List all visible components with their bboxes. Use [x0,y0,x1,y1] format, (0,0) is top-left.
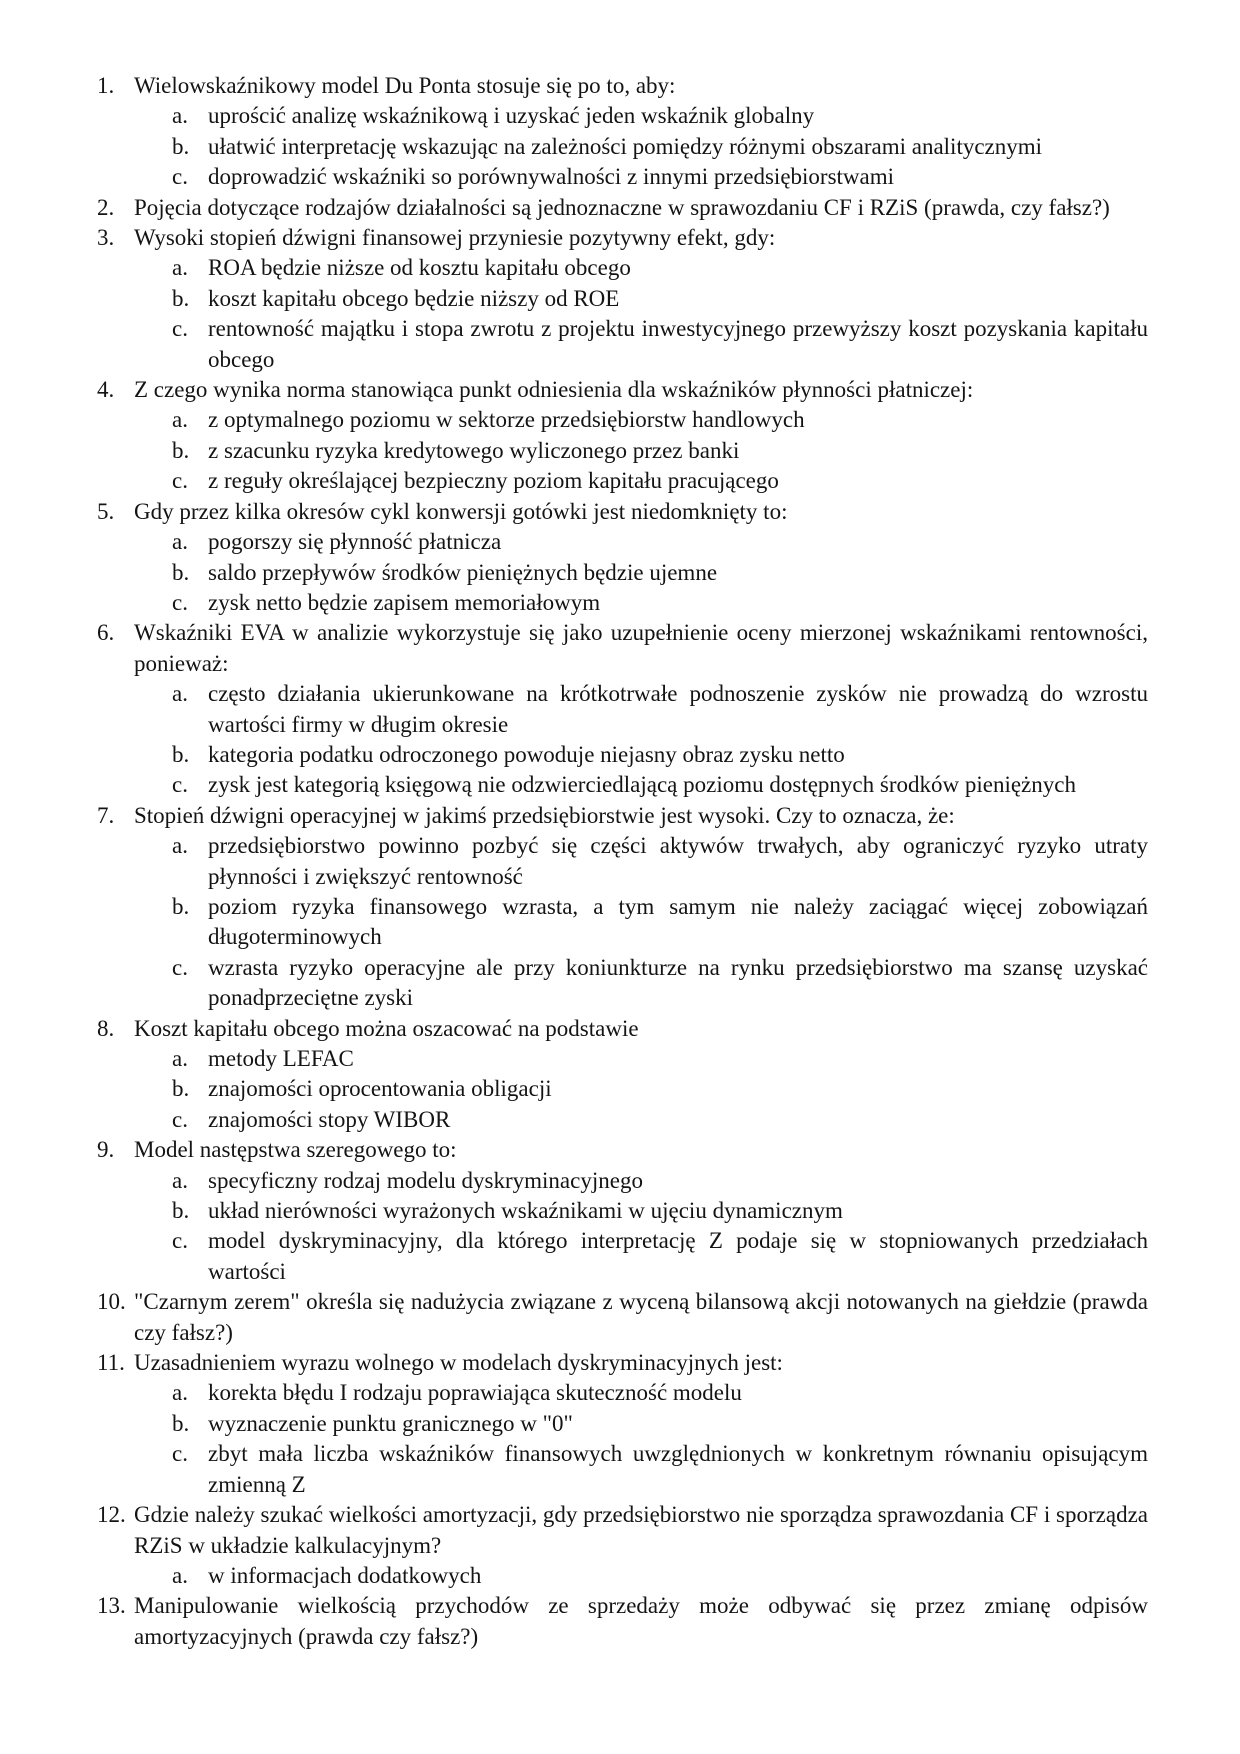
options-list [97,1044,1148,1135]
question-number: 8. [97,1015,115,1041]
option-item [97,1409,1148,1439]
question-number: 4. [97,377,115,403]
option-letter: a. [172,681,188,707]
option-text: saldo przepływów środków pieniężnych będzie ujemne [208,559,718,585]
question-3 [97,223,1148,253]
question-5 [97,497,1148,527]
question-text: Wskaźniki EVA w analizie wykorzystuje się jako uzupełnienie oceny mierzonej wskaźnikami rentowności, ponieważ: [134,620,1148,676]
question-text: Koszt kapitału obcego można oszacować na podstawie [134,1015,639,1041]
option-letter: c. [172,772,188,798]
option-letter: a. [172,103,188,129]
option-item [97,405,1148,435]
option-item [97,892,1148,953]
question-number: 1. [97,73,115,98]
question-text: "Czarnym zerem" określa się nadużycia związane z wyceną bilansową akcji notowanych na giełdzie (prawda czy fałsz?) [134,1289,1148,1345]
question-number: 13. [97,1593,126,1619]
option-item [97,1166,1148,1196]
options-list [97,527,1148,618]
question-text: Model następstwa szeregowego to: [134,1137,457,1163]
option-item [97,1378,1148,1408]
question-text: Gdzie należy szukać wielkości amortyzacji, gdy przedsiębiorstwo nie sporządza sprawozdania CF i sporządza RZiS w układzie kalkulacyjnym? [134,1502,1148,1558]
question-8 [97,1014,1148,1044]
option-letter: b. [172,559,190,585]
option-letter: a. [172,1046,188,1071]
question-2 [97,193,1148,223]
option-text: koszt kapitału obcego będzie niższy od ROE [208,285,620,311]
question-text: Pojęcia dotyczące rodzajów działalności są jednoznaczne w sprawozdaniu CF i RZiS (prawda, czy fałsz?) [134,194,1110,220]
question-number: 7. [97,802,115,828]
option-letter: b. [172,741,190,767]
option-letter: c. [172,1441,188,1467]
option-letter: a. [172,833,188,859]
option-text: z szacunku ryzyka kredytowego wyliczonego przez banki [208,437,740,463]
question-number: 5. [97,498,115,524]
option-letter: c. [172,468,188,494]
option-text: korekta błędu I rodzaju poprawiająca skuteczność modelu [208,1380,742,1406]
option-item [97,253,1148,283]
question-number: 6. [97,620,115,646]
question-number: 11. [97,1350,125,1376]
option-text: pogorszy się płynność płatnicza [208,529,502,555]
question-number: 2. [97,194,115,220]
option-letter: a. [172,529,188,555]
option-text: znajomości stopy WIBOR [208,1106,451,1132]
option-letter: a. [172,407,188,433]
option-letter: a. [172,1167,188,1193]
option-letter: b. [172,285,190,311]
option-letter: b. [172,1198,190,1224]
option-text: poziom ryzyka finansowego wzrasta, a tym samym nie należy zaciągać więcej zobowiązań długoterminowych [208,893,1148,950]
option-item [97,284,1148,314]
option-letter: b. [172,133,190,159]
option-item [97,162,1148,192]
option-text: wyznaczenie punktu granicznego w "0" [208,1410,573,1436]
options-list [97,101,1148,192]
question-11 [97,1348,1148,1378]
option-item [97,1226,1148,1287]
option-letter: b. [172,437,190,463]
option-text: doprowadzić wskaźniki so porównywalności z innymi przedsiębiorstwami [208,164,895,190]
option-item [97,1074,1148,1104]
option-letter: a. [172,1380,188,1406]
option-item [97,558,1148,588]
question-number: 9. [97,1137,115,1163]
option-text: z reguły określającej bezpieczny poziom kapitału pracującego [208,468,779,494]
option-letter: a. [172,255,188,281]
option-text: zysk jest kategorią księgową nie odzwierciedlającą poziomu dostępnych środków pieniężnych [208,772,1076,798]
option-item [97,1105,1148,1135]
question-9 [97,1135,1148,1165]
option-item [97,1196,1148,1226]
options-list [97,253,1148,375]
option-text: ROA będzie niższe od kosztu kapitału obcego [208,255,631,281]
document-page [97,71,1148,1652]
option-item [97,770,1148,800]
option-text: zbyt mała liczba wskaźników finansowych uwzględnionych w konkretnym równaniu opisującym zmienną Z [208,1441,1148,1497]
options-list [97,1561,1148,1591]
option-letter: c. [172,1228,188,1254]
options-list [97,1166,1148,1288]
option-item [97,527,1148,557]
option-text: znajomości oprocentowania obligacji [208,1076,552,1102]
option-text: ułatwić interpretację wskazując na zależności pomiędzy różnymi obszarami analitycznymi [208,133,1043,159]
option-letter: b. [172,893,190,919]
question-13 [97,1591,1148,1652]
option-text: uprościć analizę wskaźnikową i uzyskać jeden wskaźnik globalny [208,103,815,129]
option-item [97,436,1148,466]
question-text: Wysoki stopień dźwigni finansowej przyniesie pozytywny efekt, gdy: [134,225,776,251]
question-1 [97,71,1148,101]
question-text: Gdy przez kilka okresów cykl konwersji gotówki jest niedomknięty to: [134,498,788,524]
question-10 [97,1287,1148,1348]
option-item [97,740,1148,770]
option-item [97,953,1148,1014]
question-text: Uzasadnieniem wyrazu wolnego w modelach dyskryminacyjnych jest: [134,1350,783,1376]
question-7 [97,801,1148,831]
option-item [97,679,1148,740]
option-text: specyficzny rodzaj modelu dyskryminacyjnego [208,1167,643,1193]
option-text: wzrasta ryzyko operacyjne ale przy koniunkturze na rynku przedsiębiorstwo ma szansę uzyskać ponadprzeciętne zyski [208,954,1148,1011]
option-text: układ nierówności wyrażonych wskaźnikami w ujęciu dynamicznym [208,1198,843,1224]
option-item [97,314,1148,375]
option-letter: c. [172,164,188,190]
question-number: 3. [97,225,115,251]
question-text: Z czego wynika norma stanowiąca punkt odniesienia dla wskaźników płynności płatniczej: [134,377,974,403]
option-text: przedsiębiorstwo powinno pozbyć się części aktywów trwałych, aby ograniczyć ryzyko utraty płynności i zwiększyć rentowność [208,833,1148,889]
option-letter: c. [172,1106,188,1132]
option-text: w informacjach dodatkowych [208,1562,482,1588]
question-number: 10. [97,1289,126,1315]
question-text: Stopień dźwigni operacyjnej w jakimś przedsiębiorstwie jest wysoki. Czy to oznacza, że: [134,802,955,828]
options-list [97,831,1148,1013]
option-item [97,1439,1148,1500]
option-text: metody LEFAC [208,1046,354,1071]
options-list [97,1378,1148,1500]
option-text: model dyskryminacyjny, dla którego interpretację Z podaje się w stopniowanych przedziałach wartości [208,1228,1148,1284]
question-6 [97,618,1148,679]
option-text: zysk netto będzie zapisem memoriałowym [208,589,601,615]
option-letter: b. [172,1410,190,1436]
option-text: z optymalnego poziomu w sektorze przedsiębiorstw handlowych [208,407,805,433]
option-item [97,132,1148,162]
option-item [97,466,1148,496]
question-text: Manipulowanie wielkością przychodów ze sprzedaży może odbywać się przez zmianę odpisów amortyzacyjnych (prawda czy fałsz?) [134,1593,1148,1649]
question-number: 12. [97,1502,126,1528]
option-text: rentowność majątku i stopa zwrotu z projektu inwestycyjnego przewyższy koszt pozyskania kapitału obcego [208,316,1148,372]
option-item [97,1561,1148,1591]
option-letter: c. [172,954,188,980]
option-item [97,1044,1148,1074]
question-12 [97,1500,1148,1561]
option-item [97,101,1148,131]
option-letter: c. [172,316,188,342]
option-letter: b. [172,1076,190,1102]
options-list [97,679,1148,801]
option-text: kategoria podatku odroczonego powoduje niejasny obraz zysku netto [208,741,845,767]
question-text: Wielowskaźnikowy model Du Ponta stosuje się po to, aby: [134,73,676,98]
option-letter: a. [172,1562,188,1588]
question-4 [97,375,1148,405]
option-item [97,588,1148,618]
option-item [97,831,1148,892]
option-text: często działania ukierunkowane na krótkotrwałe podnoszenie zysków nie prowadzą do wzrostu wartości firmy w długim okresie [208,681,1148,737]
options-list [97,405,1148,496]
option-letter: c. [172,589,188,615]
